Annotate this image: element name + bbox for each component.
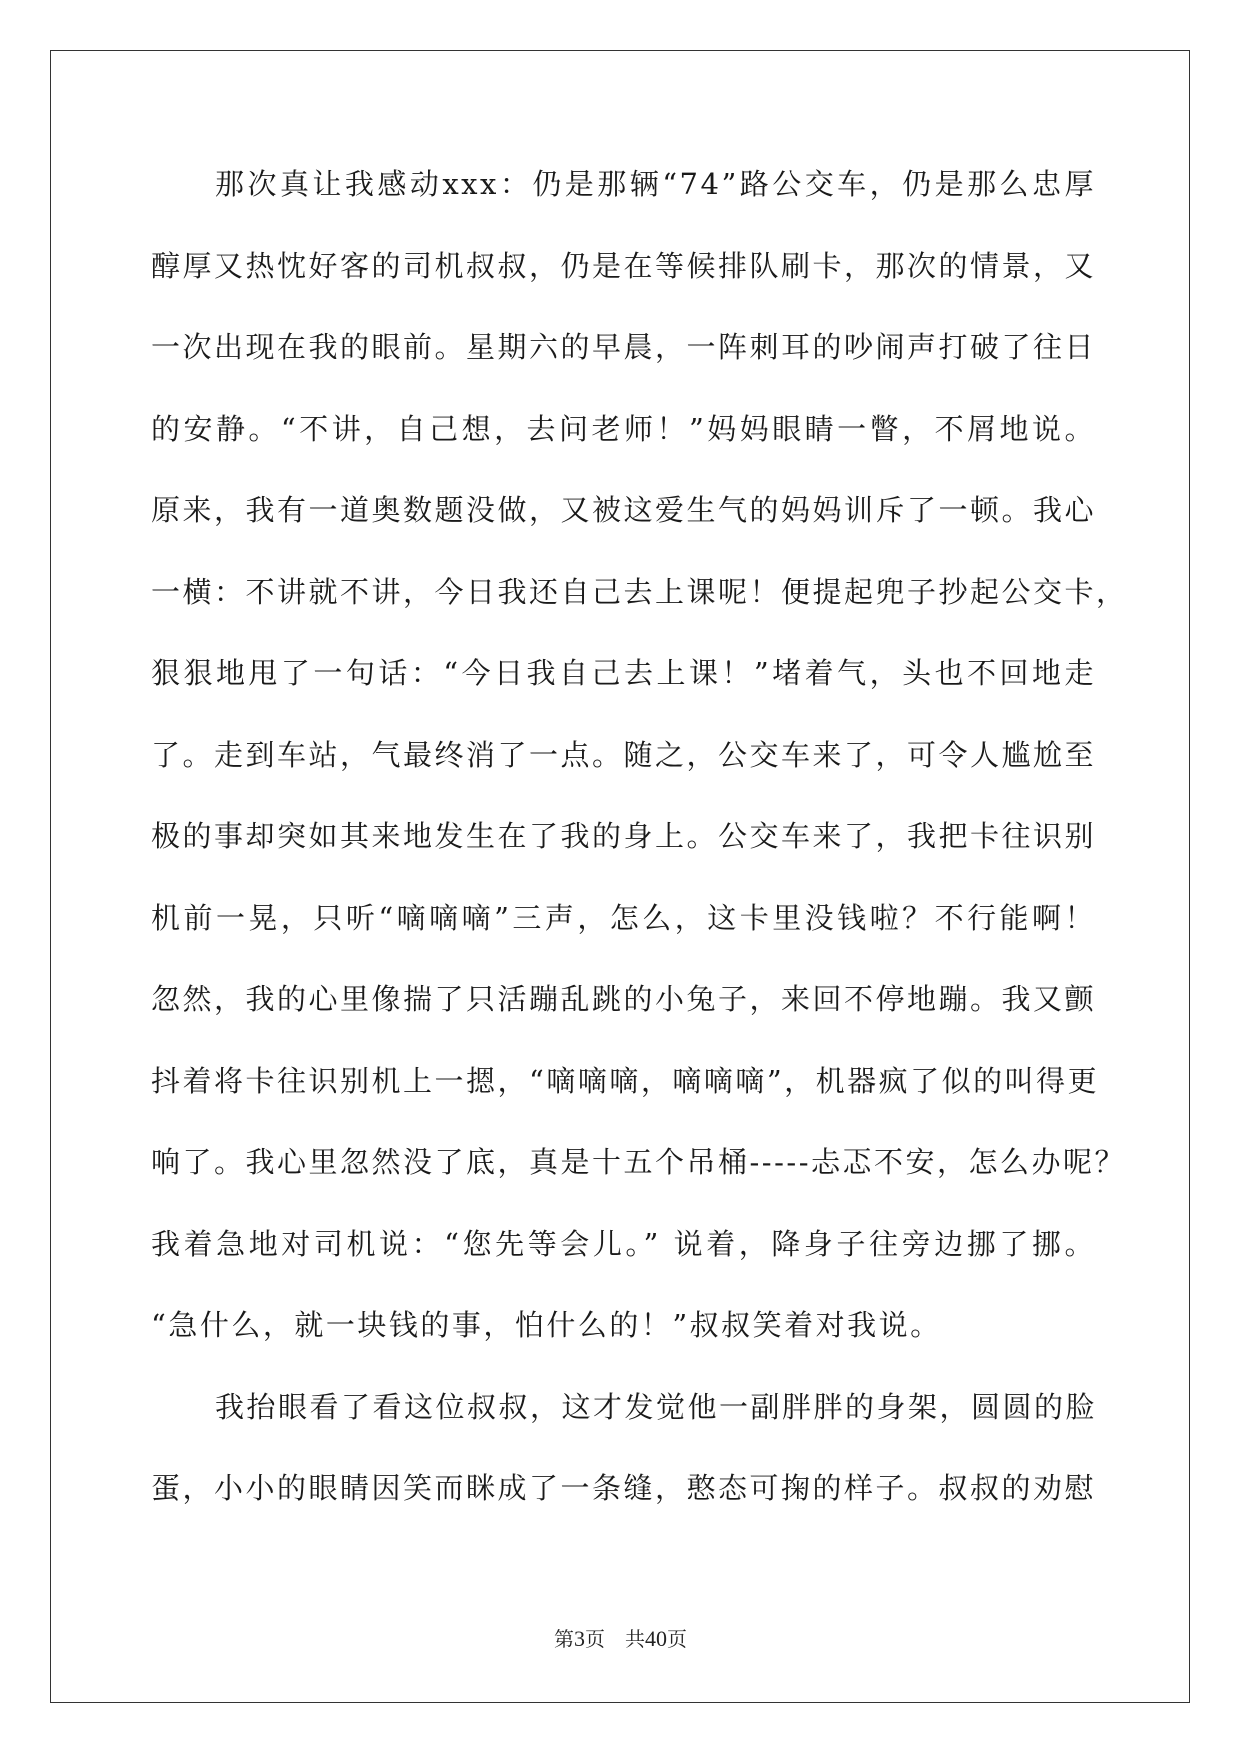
text-line: 蛋，小小的眼睛因笑而眯成了一条缝，憨态可掬的样子。叔叔的劝慰 bbox=[151, 1471, 1097, 1505]
footer-suffix: 页 bbox=[667, 1627, 687, 1651]
text-line: 狠狠地甩了一句话：“今日我自己去上课！”堵着气，头也不回地走 bbox=[151, 656, 1096, 690]
text-line: 我抬眼看了看这位叔叔，这才发觉他一副胖胖的身架，圆圆的脸 bbox=[215, 1389, 1098, 1424]
text-line: 忽然，我的心里像揣了只活蹦乱跳的小兔子，来回不停地蹦。我又颤 bbox=[151, 982, 1097, 1016]
text-line: 抖着将卡往识别机上一摁，“嘀嘀嘀，嘀嘀嘀”，机器疯了似的叫得更 bbox=[151, 1063, 1100, 1098]
text-line: 了。走到车站，气最终消了一点。随之，公交车来了，可令人尴尬至 bbox=[151, 737, 1097, 772]
footer-prefix: 第 bbox=[554, 1627, 574, 1651]
footer-middle: 页 共 bbox=[585, 1627, 645, 1651]
text-line: 一次出现在我的眼前。星期六的早晨，一阵刺耳的吵闹声打破了往日 bbox=[151, 330, 1097, 364]
text-line: 的安静。“不讲，自己想，去问老师！”妈妈眼睛一瞥，不屑地说。 bbox=[151, 411, 1096, 446]
text-line: 那次真让我感动xxx：仍是那辆“74”路公交车，仍是那么忠厚 bbox=[215, 167, 1096, 201]
text-line: “急什么，就一块钱的事，怕什么的！”叔叔笑着对我说。 bbox=[151, 1308, 942, 1342]
text-line: 原来，我有一道奥数题没做，又被这爱生气的妈妈训斥了一顿。我心 bbox=[151, 493, 1097, 527]
text-line: 极的事却突如其来地发生在了我的身上。公交车来了，我把卡往识别 bbox=[151, 819, 1097, 853]
current-page-number: 3 bbox=[574, 1626, 585, 1651]
text-line: 一横：不讲就不讲，今日我还自己去上课呢！便提起兜子抄起公交卡， bbox=[151, 574, 1128, 609]
total-page-count: 40 bbox=[645, 1626, 667, 1651]
text-line: 醇厚又热忱好客的司机叔叔，仍是在等候排队刷卡，那次的情景，又 bbox=[151, 248, 1097, 283]
page-number-footer bbox=[0, 1623, 1241, 1652]
text-line: 响了。我心里忽然没了底，真是十五个吊桶-----忐忑不安，怎么办呢？ bbox=[151, 1145, 1126, 1179]
document-body bbox=[151, 158, 1128, 1544]
text-line: 机前一晃，只听“嘀嘀嘀”三声，怎么，这卡里没钱啦？不行能啊！ bbox=[151, 900, 1096, 935]
text-line: 我着急地对司机说：“您先等会儿。” 说着，降身子往旁边挪了挪。 bbox=[151, 1226, 1096, 1261]
